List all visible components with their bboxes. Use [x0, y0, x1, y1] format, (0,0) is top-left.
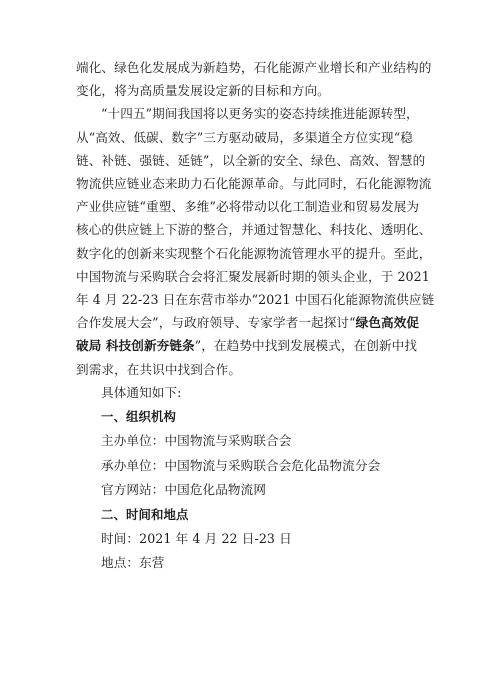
text-line: 产业供应链“重塑、多维”必将带动以化工制造业和贸易发展为	[76, 199, 420, 215]
section-heading-organization: 一、组织机构	[101, 409, 176, 425]
intro-paragraph	[76, 56, 432, 102]
document-page	[76, 56, 435, 576]
host-unit: 主办单位：中国物流与采购联合会	[101, 433, 292, 449]
organizer-unit: 承办单位：中国物流与采购联合会危化品物流分会	[101, 457, 381, 473]
text-segment: ”，在趋势中找到发展模式，在创新中找	[194, 338, 418, 354]
bold-theme-text: 绿色高效促	[355, 315, 420, 331]
text-line: 数字化的创新来实现整个石化能源物流管理水平的提升。至此，	[76, 245, 432, 261]
event-place: 地点：东营	[101, 555, 165, 571]
text-line: “十四五”期间我国将以更务实的姿态持续推进能源转型，	[101, 106, 419, 122]
event-time: 时间：2021 年 4 月 22 日-23 日	[101, 530, 292, 546]
official-website: 官方网站：中国危化品物流网	[101, 482, 267, 498]
bold-theme-text: 破局 科技创新夯链条	[76, 338, 195, 354]
text-line: 链、补链、强链、延链”，以全新的安全、绿色、高效、智慧的	[76, 152, 426, 168]
section-heading-time-place: 二、时间和地点	[101, 506, 189, 522]
text-line	[76, 334, 426, 357]
text-line: 物流供应链业态来助力石化能源革命。与此同时，石化能源物流	[76, 176, 432, 192]
text-line: 到需求，在共识中找到合作。	[76, 361, 242, 377]
text-line: 从“高效、低碳、数字”三方驱动破局，多渠道全方位实现“稳	[76, 129, 413, 145]
text-segment: 合作发展大会”，与政府领导、专家学者一起探讨“	[76, 315, 356, 331]
main-paragraph	[76, 102, 435, 380]
text-line: 核心的供应链上下游的整合，并通过智慧化、科技化、透明化、	[76, 222, 432, 238]
text-line: 年 4 月 22-23 日在东营市举办“2021 中国石化能源物流供应链	[76, 292, 435, 308]
text-line: 端化、绿色化发展成为新趋势，石化能源产业增长和产业结构的	[76, 60, 432, 75]
text-line	[76, 311, 426, 334]
text-line: 变化，将为高质量发展设定新的目标和方向。	[76, 83, 330, 99]
notice-intro: 具体通知如下:	[101, 384, 182, 400]
text-line: 中国物流与采购联合会将汇聚发展新时期的领头企业，于 2021	[76, 268, 430, 284]
